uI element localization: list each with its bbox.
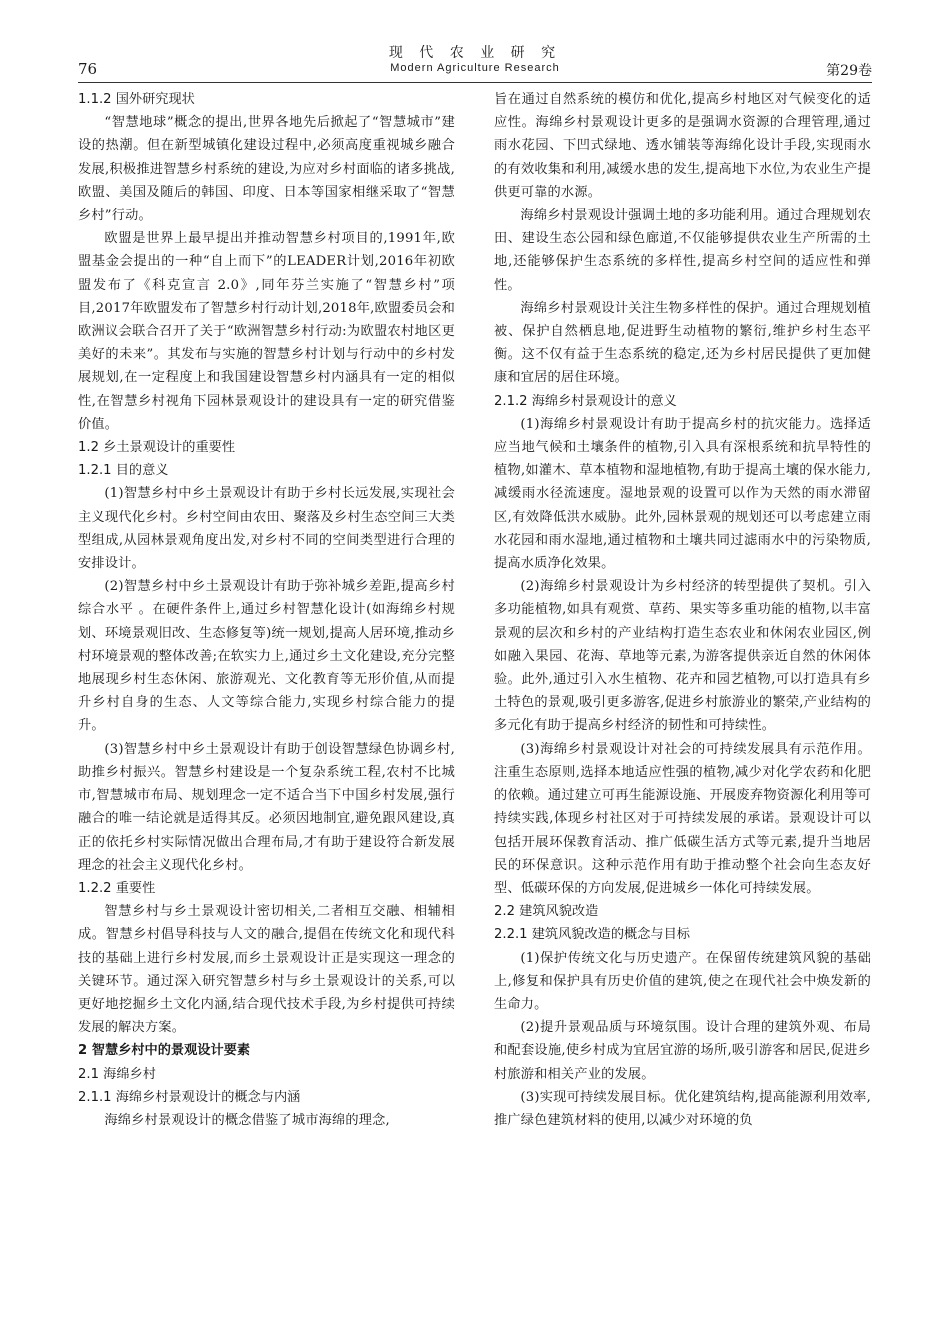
section-heading: 2 智慧乡村中的景观设计要素 bbox=[78, 1043, 251, 1059]
section-heading: 1.2 乡土景观设计的重要性 bbox=[78, 440, 236, 456]
page-number: 76 bbox=[78, 60, 98, 78]
section-heading: 2.1.1 海绵乡村景观设计的概念与内涵 bbox=[78, 1089, 301, 1105]
paragraph: 智慧乡村与乡土景观设计密切相关,二者相互交融、相辅相成。智慧乡村倡导科技与人文的融合,提倡在传统文化和现代科技的基础上进行乡村发展,而乡土景观设计正是实现这一理念的关键环节。通过深入研究智慧乡村与乡土景观设计的关系,可以更好地挖掘乡土文化内涵,结合现代技术手段,为乡村提供可持续发展的解决方案。 bbox=[78, 904, 455, 1036]
paragraph: “智慧地球”概念的提出,世界各地先后掀起了“智慧城市”建设的热潮。但在新型城镇化建设过程中,必须高度重视城乡融合发展,积极推进智慧乡村系统的建设,为应对乡村面临的诸多挑战,欧盟、美国及随后的韩国、印度、日本等国家相继采取了“智慧乡村”行动。 bbox=[78, 115, 455, 224]
section-heading: 2.1.2 海绵乡村景观设计的意义 bbox=[494, 393, 677, 409]
paragraph: (2)提升景观品质与环境氛围。设计合理的建筑外观、布局和配套设施,使乡村成为宜居宜游的场所,吸引游客和居民,促进乡村旅游和相关产业的发展。 bbox=[494, 1020, 871, 1082]
running-header bbox=[78, 40, 872, 83]
journal-title-cn: 现 代 农 业 研 究 bbox=[388, 45, 562, 61]
section-heading: 2.1 海绵乡村 bbox=[78, 1066, 156, 1082]
section-heading: 1.2.1 目的意义 bbox=[78, 463, 169, 479]
paragraph: (3)智慧乡村中乡土景观设计有助于创设智慧绿色协调乡村,助推乡村振兴。智慧乡村建设是一个复杂系统工程,农村不比城市,智慧城市布局、规划理念一定不适合当下中国乡村发展,强行融合的唯一结论就是适得其反。必须因地制宜,避免跟风建设,真正的依托乡村实际情况做出合理布局,才有助于建设符合新发展理念的社会主义现代化乡村。 bbox=[78, 741, 455, 873]
section-heading: 2.2.1 建筑风貌改造的概念与目标 bbox=[494, 927, 690, 943]
left-column bbox=[78, 88, 455, 1132]
paragraph: 海绵乡村景观设计的概念借鉴了城市海绵的理念, bbox=[104, 1112, 390, 1128]
paragraph: 海绵乡村景观设计强调土地的多功能利用。通过合理规划农田、建设生态公园和绿色廊道,不仅能够提供农业生产所需的土地,还能够保护生态系统的多样性,提高乡村空间的适应性和弹性。 bbox=[494, 208, 871, 293]
paragraph: (1)智慧乡村中乡土景观设计有助于乡村长远发展,实现社会主义现代化乡村。乡村空间由农田、聚落及乡村生态空间三大类型组成,从园林景观角度出发,对乡村不同的空间类型进行合理的安排设计。 bbox=[78, 486, 455, 572]
paragraph: (2)智慧乡村中乡土景观设计有助于弥补城乡差距,提高乡村综合水平 。在硬件条件上,通过乡村智慧化设计(如海绵乡村规划、环境景观旧改、生态修复等)统一规划,提高人居环境,推动乡村环境景观的整体改善;在软实力上,通过乡土文化建设,充分完整地展现乡村生态休闲、旅游观光、文化教育等无形价值,从而提升乡村自身的生态、人文等综合能力,实现乡村综合能力的提升。 bbox=[78, 579, 455, 734]
paragraph: (2)海绵乡村景观设计为乡村经济的转型提供了契机。引入多功能植物,如具有观赏、草药、果实等多重功能的植物,以丰富景观的层次和乡村的产业结构打造生态农业和休闲农业园区,例如融入果园、花海、草地等元素,为游客提供亲近自然的休闲体验。此外,通过引入水生植物、花卉和园艺植物,可以打造具有乡土特色的景观,吸引更多游客,促进乡村旅游业的繁荣,产业结构的多元化有助于提高乡村经济的韧性和可持续性。 bbox=[494, 579, 871, 734]
paragraph: 旨在通过自然系统的模仿和优化,提高乡村地区对气候变化的适应性。海绵乡村景观设计更多的是强调水资源的合理管理,通过雨水花园、下凹式绿地、透水铺装等海绵化设计手段,实现雨水的有效收集和利用,减缓水患的发生,提高地下水位,为农业生产提供更可靠的水源。 bbox=[494, 92, 871, 200]
section-heading: 2.2 建筑风貌改造 bbox=[494, 904, 599, 920]
paragraph: (3)海绵乡村景观设计对社会的可持续发展具有示范作用。注重生态原则,选择本地适应性强的植物,减少对化学农药和化肥的依赖。通过建立可再生能源设施、开展废弃物资源化利用等可持续实践,体现乡村社区对于可持续发展的承诺。景观设计可以包括开展环保教育活动、推广低碳生活方式等元素,提升当地居民的环保意识。这种示范作用有助于推动整个社会向生态友好型、低碳环保的方向发展,促进城乡一体化可持续发展。 bbox=[494, 741, 871, 896]
paragraph: (1)海绵乡村景观设计有助于提高乡村的抗灾能力。选择适应当地气候和土壤条件的植物,引入具有深根系统和抗旱特性的植物,如灌木、草本植物和湿地植物,有助于提高土壤的保水能力,减缓雨水径流速度。湿地景观的设置可以作为天然的雨水滞留区,有效降低洪水威胁。此外,园林景观的规划还可以考虑建立雨水花园和雨水湿地,通过植物和土壤共同过滤雨水中的污染物质,提高水质净化效果。 bbox=[494, 416, 871, 572]
volume-label: 第29卷 bbox=[826, 63, 872, 79]
paragraph: 欧盟是世界上最早提出并推动智慧乡村项目的,1991年,欧盟基金会提出的一种“自上而下”的LEADER计划,2016年初欧盟发布了《科克宣言 2.0》,同年芬兰实施了“智慧乡村”项目,2017年欧盟发布了智慧乡村行动计划,2018年,欧盟委员会和欧洲议会联合召开了关于“欧洲智慧乡村行动:为欧盟农村地区更美好的未来”。其发布与实施的智慧乡村计划与行动中的乡村发展规划,在一定程度上和我国建设智慧乡村内涵具有一定的相似性,在智慧乡村视角下园林景观设计的建设具有一定的研究借鉴价值。 bbox=[78, 231, 455, 432]
paragraph: (3)实现可持续发展目标。优化建筑结构,提高能源利用效率,推广绿色建筑材料的使用,以减少对环境的负 bbox=[494, 1089, 871, 1128]
paragraph: (1)保护传统文化与历史遗产。在保留传统建筑风貌的基础上,修复和保护具有历史价值的建筑,使之在现代社会中焕发新的生命力。 bbox=[494, 950, 871, 1012]
journal-title-en: Modern Agriculture Research bbox=[390, 62, 560, 74]
section-heading: 1.1.2 国外研究现状 bbox=[78, 92, 195, 107]
paragraph: 海绵乡村景观设计关注生物多样性的保护。通过合理规划植被、保护自然栖息地,促进野生动植物的繁衍,维护乡村生态平衡。这不仅有益于生态系统的稳定,还为乡村居民提供了更加健康和宜居的居住环境。 bbox=[494, 300, 871, 386]
section-heading: 1.2.2 重要性 bbox=[78, 880, 156, 896]
right-column bbox=[494, 88, 871, 1132]
